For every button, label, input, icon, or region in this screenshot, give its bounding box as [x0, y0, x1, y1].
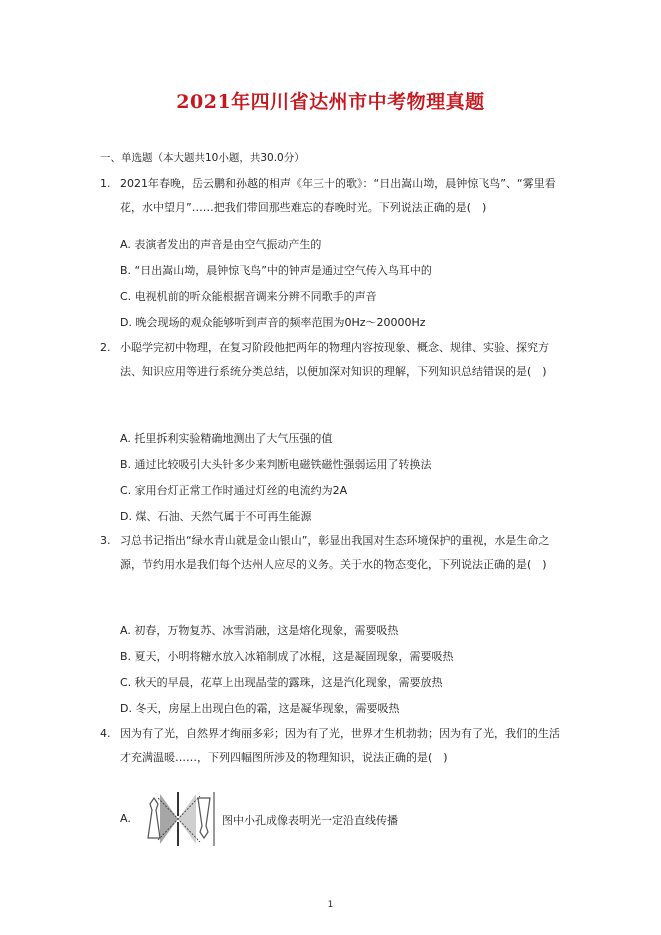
option-c: C. 电视机前的听众能根据音调来分辨不同歌手的声音 [120, 290, 377, 303]
question-text: 因为有了光，自然界才绚丽多彩；因为有了光，世界才生机勃勃；因为有了光，我们的生活才充满温暖……，下列四幅图所涉及的物理知识，说法正确的是( ) [120, 727, 560, 764]
question-text: 2021年春晚，岳云鹏和孙越的相声《年三十的歌》：“日出嵩山坳，晨钟惊飞鸟”、“雾里看花，水中望月”……把我们带回那些难忘的春晚时光。下列说法正确的是( ) [120, 177, 556, 214]
option-a: A. 表演者发出的声音是由空气振动产生的 [120, 238, 322, 251]
option-a: A. 初春，万物复苏、冰雪消融，这是熔化现象，需要吸热 [120, 624, 399, 637]
question-number: 1. [100, 177, 111, 190]
pinhole-camera-figure [138, 790, 218, 848]
question-number: 4. [100, 727, 111, 740]
section-heading: 一、单选题（本大题共10小题，共30.0分） [100, 152, 305, 164]
question-number: 3. [100, 534, 111, 547]
question-number: 2. [100, 341, 111, 354]
option-d: D. 冬天，房屋上出现白色的霜，这是凝华现象，需要吸热 [120, 702, 400, 715]
option-c: C. 秋天的早晨，花草上出现晶莹的露珠，这是汽化现象，需要放热 [120, 676, 443, 689]
question-text: 小聪学完初中物理，在复习阶段他把两年的物理内容按现象、概念、规律、实验、探究方法、知识应用等进行系统分类总结，以便加深对知识的理解，下列知识总结错误的是( ) [120, 341, 549, 378]
question-1 [100, 172, 570, 220]
page-number: 1 [327, 900, 334, 910]
option-a-text: 图中小孔成像表明光一定沿直线传播 [222, 814, 398, 827]
question-2 [100, 336, 570, 408]
option-b: B. 通过比较吸引大头针多少来判断电磁铁磁性强弱运用了转换法 [120, 458, 432, 471]
question-3 [100, 529, 570, 601]
option-a-label: A. [120, 812, 131, 825]
option-c: C. 家用台灯正常工作时通过灯丝的电流约为2A [120, 484, 348, 497]
option-b: B. “日出嵩山坳，晨钟惊飞鸟”中的钟声是通过空气传入鸟耳中的 [120, 264, 432, 277]
question-4 [100, 722, 570, 770]
option-d: D. 煤、石油、天然气属于不可再生能源 [120, 510, 312, 523]
option-b: B. 夏天，小明将糖水放入冰箱制成了冰棍，这是凝固现象，需要吸热 [120, 650, 454, 663]
page-title: 2021年四川省达州市中考物理真题 [176, 91, 485, 113]
question-text: 习总书记指出“绿水青山就是金山银山”，彰显出我国对生态环境保护的重视，水是生命之源，节约用水是我们每个达州人应尽的义务。关于水的物态变化，下列说法正确的是( ) [120, 534, 550, 571]
option-a: A. 托里拆利实验精确地测出了大气压强的值 [120, 432, 333, 445]
option-d: D. 晚会现场的观众能够听到声音的频率范围为0Hz～20000Hz [120, 316, 426, 329]
